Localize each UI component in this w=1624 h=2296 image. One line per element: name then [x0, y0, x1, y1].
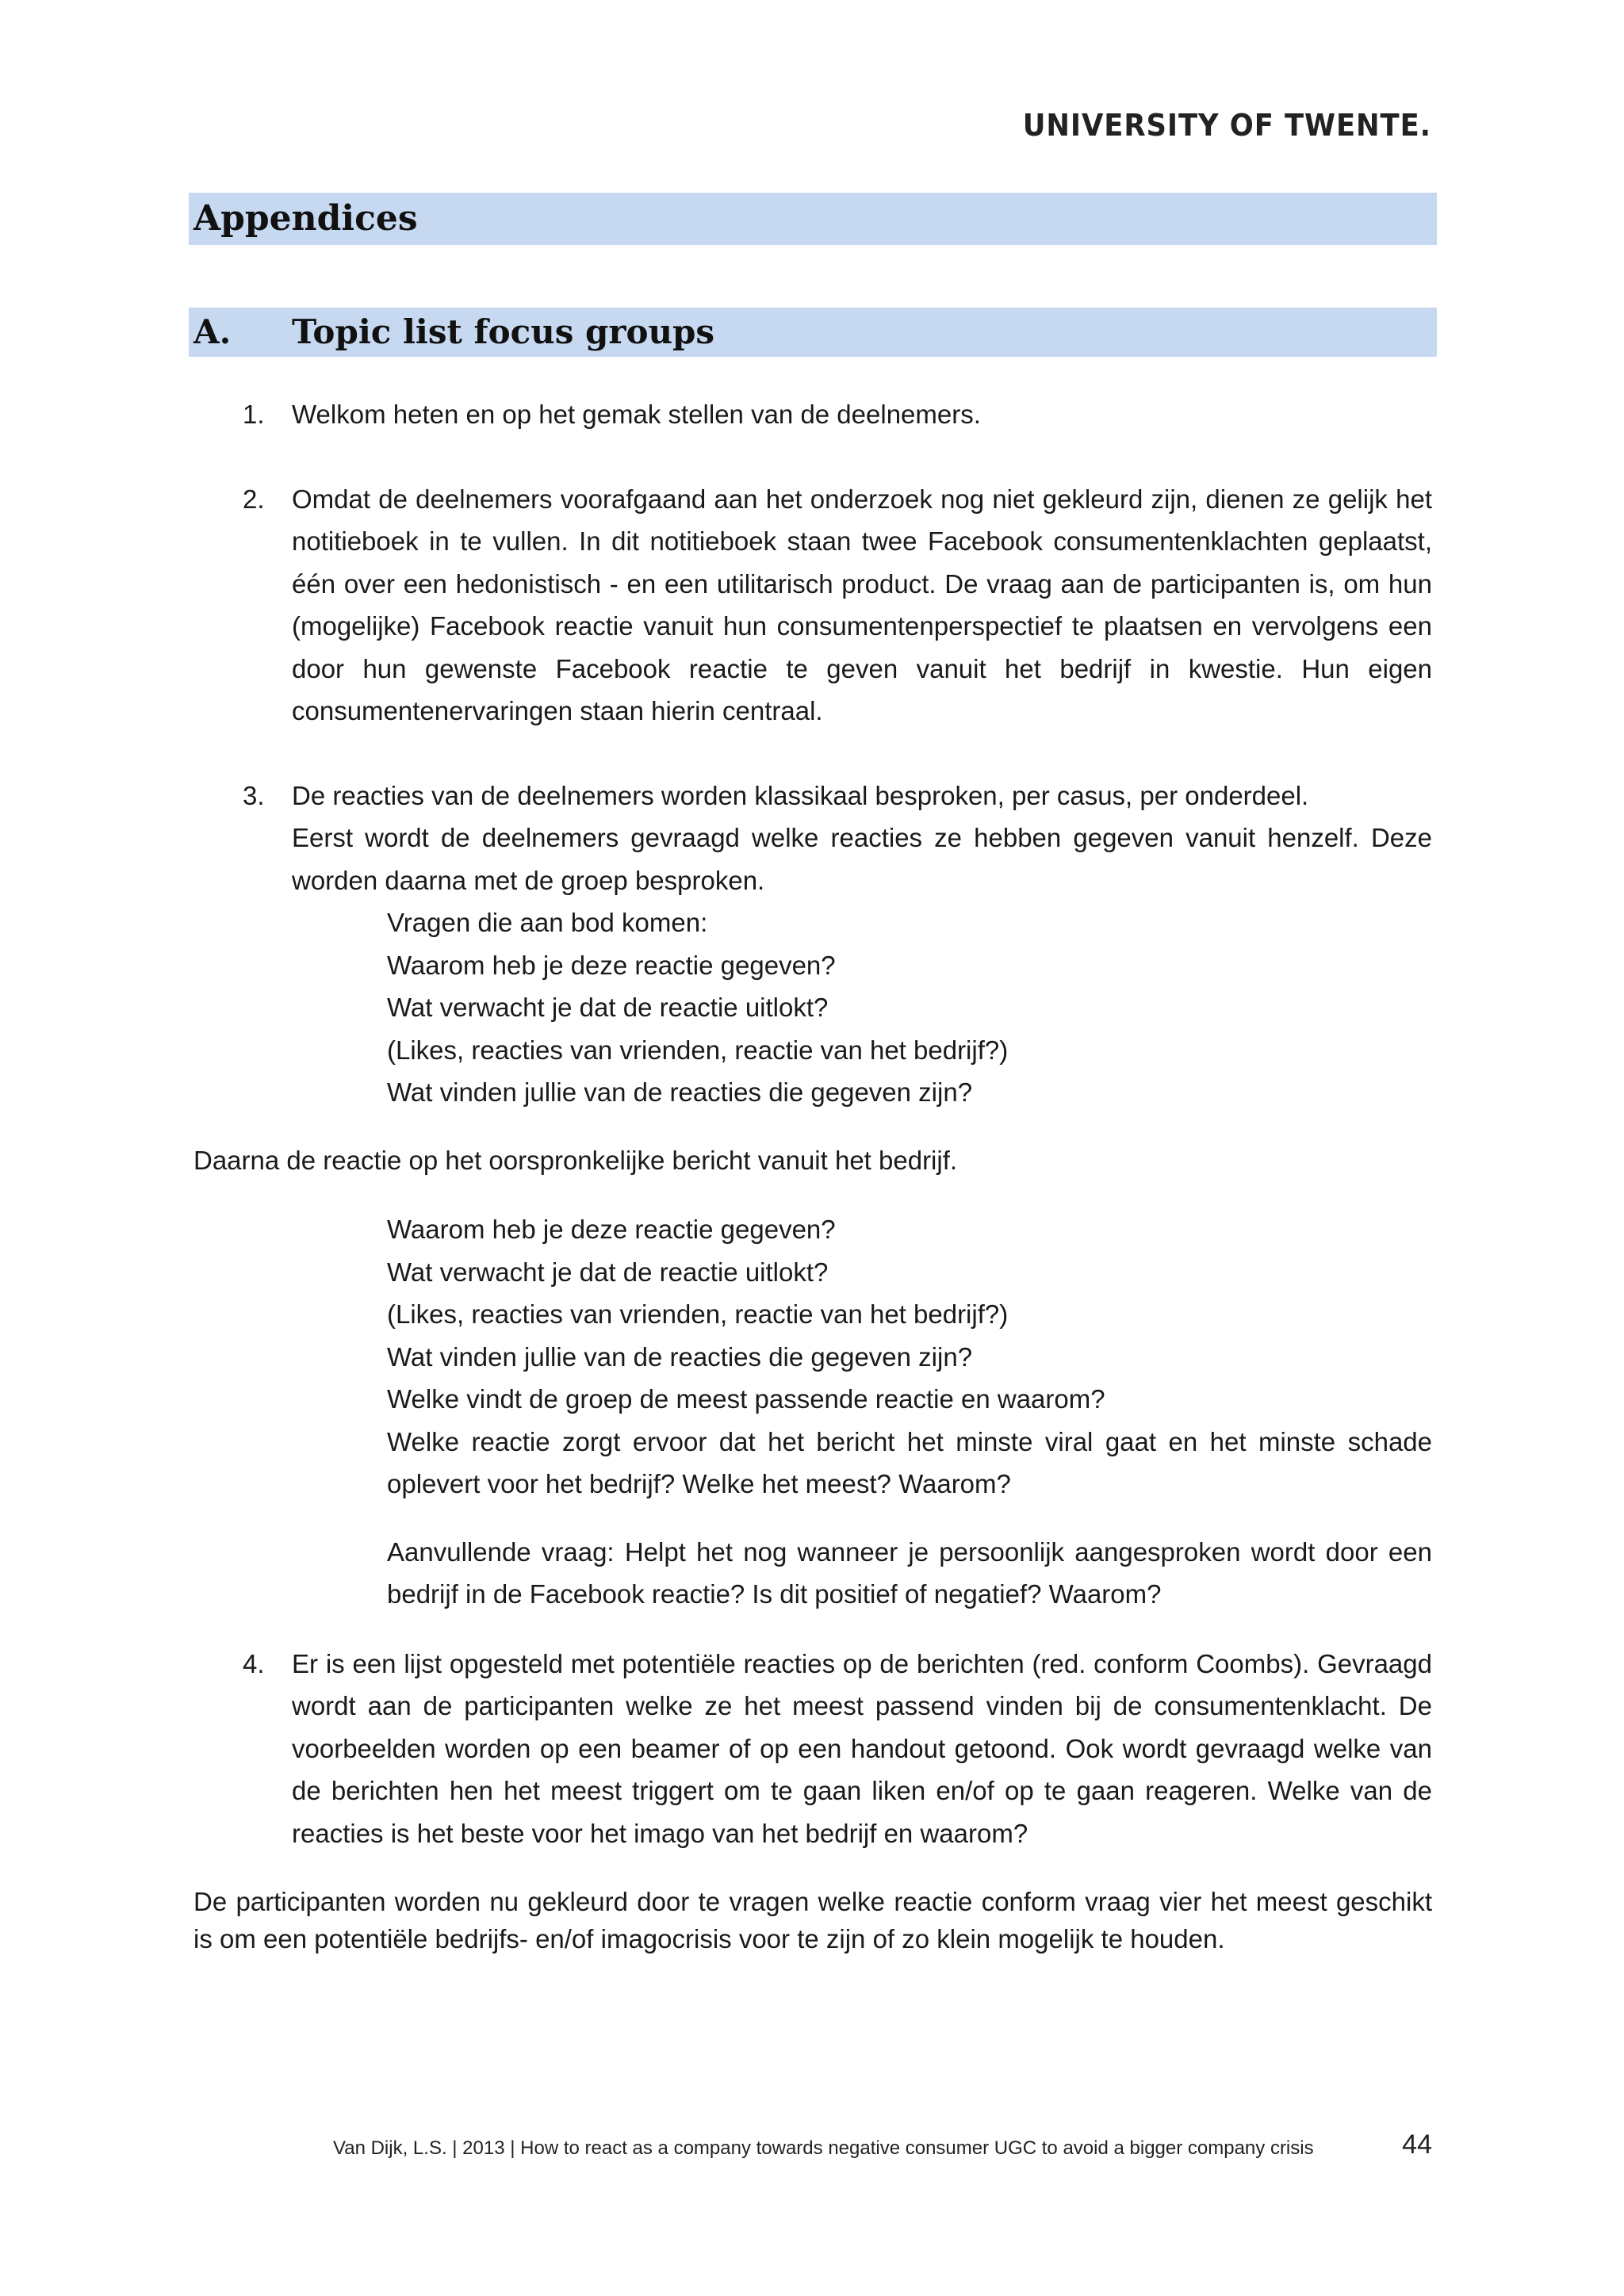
section-heading-band: [189, 193, 1437, 245]
list-number: 1.: [243, 400, 265, 429]
subsection-title: [189, 308, 1437, 357]
subsection-letter: A.: [193, 312, 232, 351]
question-line: Waarom heb je deze reactie gegeven?: [387, 950, 836, 980]
list-number: 3.: [243, 780, 265, 810]
question-line: Wat vinden jullie van de reacties die gegeven zijn?: [387, 1341, 973, 1372]
subsection-heading-band: [189, 308, 1437, 357]
question-line: Welke vindt de groep de meest passende reactie en waarom?: [387, 1384, 1105, 1414]
list-item: [193, 1643, 1432, 1855]
section-title: Appendices: [193, 198, 418, 239]
document-body: [193, 393, 1432, 1957]
list-item-text: Er is een lijst opgesteld met potentiële reacties op de berichten (red. conform Coombs). Gevraagd wordt aan de participanten welke ze het meest passend vinden bij de consumentenklacht. De voorbeelden worden op een beamer of op een handout getoond. Ook wordt gevraagd welke van de berichten hen het meest triggert om te gaan liken en/of op te gaan reageren. Welke van de reacties is het beste voor het imago van het bedrijf en waarom?: [292, 1648, 1432, 1848]
list-item-text: Omdat de deelnemers voorafgaand aan het onderzoek nog niet gekleurd zijn, dienen ze gelijk het notitieboek in te vullen. In dit notitieboek staan twee Facebook consumentenklachten geplaatst, één over een hedonistisch - en een utilitarisch product. De vraag aan de participanten is, om hun (mogelijke) Facebook reactie vanuit hun consumentenperspectief te plaatsen en vervolgens een door hun gewenste Facebook reactie te geven vanuit het bedrijf in kwestie. Hun eigen consumentenervaringen staan hierin centraal.: [292, 484, 1432, 725]
list-item: [193, 393, 1432, 436]
closing-paragraph: De participanten worden nu gekleurd door te vragen welke reactie conform vraag vier het meest geschikt is om een potentiële bedrijfs- en/of imagocrisis voor te zijn of zo klein mogelijk te houden.: [193, 1887, 1432, 1954]
footer-citation: Van Dijk, L.S. | 2013 | How to react as a company towards negative consumer UGC to avoid a bigger company crisis: [333, 2137, 1314, 2159]
university-logo: UNIVERSITY OF TWENTE.: [1022, 108, 1431, 143]
subsection-title-text: Topic list focus groups: [292, 312, 715, 351]
paragraph: Daarna de reactie op het oorspronkelijke bericht vanuit het bedrijf.: [193, 1145, 958, 1175]
list-item-text: De reacties van de deelnemers worden klassikaal besproken, per casus, per onderdeel.: [292, 780, 1309, 810]
question-line: (Likes, reacties van vrienden, reactie van het bedrijf?): [387, 1299, 1009, 1329]
list-item: [193, 775, 1432, 1114]
extra-question: Aanvullende vraag: Helpt het nog wanneer je persoonlijk aangesproken wordt door een bedrijf in de Facebook reactie? Is dit positief of negatief? Waarom?: [387, 1536, 1432, 1609]
question-line: Welke reactie zorgt ervoor dat het bericht het minste viral gaat en het minste schade oplevert voor het bedrijf? Welke het meest? Waarom?: [387, 1426, 1432, 1498]
question-line: Waarom heb je deze reactie gegeven?: [387, 1215, 836, 1244]
page-number: 44: [1402, 2130, 1432, 2160]
question-line: Wat verwacht je dat de reactie uitlokt?: [387, 1257, 829, 1287]
question-list: [292, 901, 1432, 1114]
list-item-text: Welkom heten en op het gemak stellen van de deelnemers.: [292, 400, 981, 429]
list-item: [193, 478, 1432, 733]
list-item-text: Eerst wordt de deelnemers gevraagd welke reacties ze hebben gegeven vanuit henzelf. Deze worden daarna met de groep besproken.: [292, 823, 1432, 895]
question-line: (Likes, reacties van vrienden, reactie van het bedrijf?): [387, 1035, 1009, 1065]
question-line: Vragen die aan bod komen:: [387, 908, 708, 937]
question-line: Wat verwacht je dat de reactie uitlokt?: [387, 993, 829, 1022]
question-line: Wat vinden jullie van de reacties die gegeven zijn?: [387, 1077, 973, 1107]
list-number: 2.: [243, 484, 265, 514]
list-number: 4.: [243, 1648, 265, 1678]
question-list: [193, 1208, 1432, 1616]
